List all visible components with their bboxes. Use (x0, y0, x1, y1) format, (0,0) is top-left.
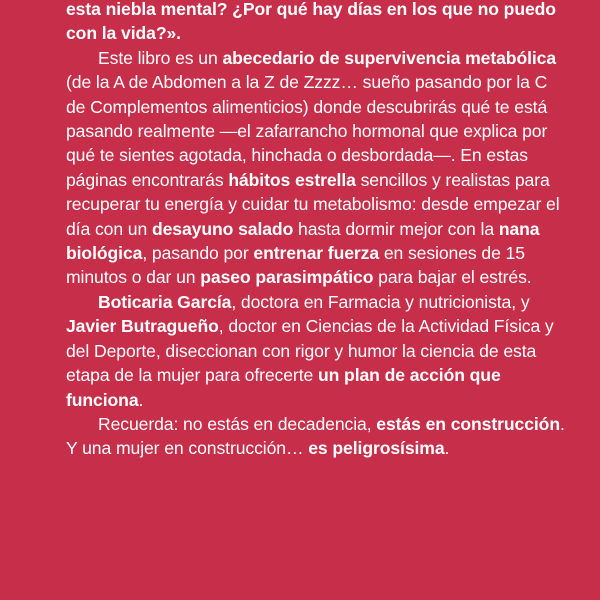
highlight-abecedario: abecedario de supervivencia metabólica (222, 47, 557, 68)
text-span: , doctora en Farmacia y nutricionista, y (231, 291, 530, 312)
highlight-en-construccion: estás en construcción (376, 413, 560, 434)
text-span: . (138, 389, 144, 410)
author-javier-butragueno: Javier Butragueño (66, 316, 219, 337)
highlight-nana-biologica: nana biológica (66, 218, 540, 264)
highlight-paseo-parasimpatico: paseo parasimpático (200, 267, 374, 288)
highlight-plan-de-accion: un plan de acción que funciona (66, 365, 501, 410)
text-span: (de la A de Abdomen a la Z de Zzzz… sueño pasando por la C de Complementos alimenticios) donde descubrirás qué te está pasando realmente —el zafarrancho hormonal que explica por qué te sientes agotada, hinchada o desbordada—. En estas páginas encontrarás (66, 72, 548, 190)
text-span: sencillos y realistas para recuperar tu energía y cuidar tu metabolismo: desde empezar el día con un (66, 169, 560, 239)
intro-paragraph (66, 0, 566, 46)
intro-question: esta niebla mental? ¿Por qué hay días en los que no puedo con la vida?». (66, 0, 556, 44)
text-span: Este libro es un (98, 47, 223, 68)
highlight-desayuno-salado: desayuno salado (151, 218, 294, 239)
text-span: . (444, 438, 450, 459)
blurb-text (66, 0, 566, 461)
text-span: , pasando por (142, 243, 254, 264)
paragraph-closing (66, 412, 566, 461)
text-span: para bajar el estrés. (373, 267, 532, 288)
author-boticaria-garcia: Boticaria García (98, 291, 232, 312)
paragraph-authors (66, 290, 566, 412)
highlight-peligrosisima: es peligrosísima (308, 438, 445, 459)
text-span: , doctor en Ciencias de la Actividad Física y del Deporte, diseccionan con rigor y humor la ciencia de esta etapa de la mujer para ofrecerte (66, 316, 554, 386)
paragraph-book-description (66, 46, 566, 290)
text-span: en sesiones de 15 minutos o dar un (66, 243, 525, 288)
highlight-habitos-estrella: hábitos estrella (228, 169, 356, 190)
text-span: Recuerda: no estás en decadencia, (98, 413, 377, 434)
text-span: hasta dormir mejor con la (293, 218, 499, 239)
text-span: . Y una mujer en construcción… (66, 413, 565, 459)
highlight-entrenar-fuerza: entrenar fuerza (253, 243, 380, 264)
